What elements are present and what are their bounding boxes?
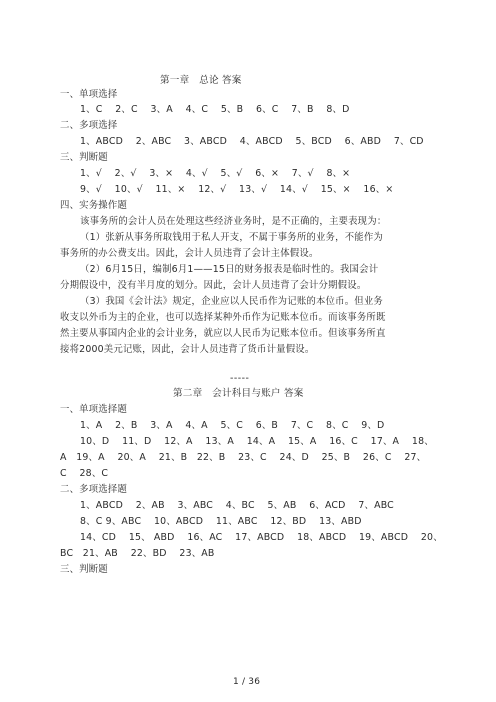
- ch1-judge-answers-line1: 1、√ 2、√ 3、× 4、√ 5、√ 6、× 7、√ 8、×: [80, 168, 351, 179]
- ch1-judge-answers-line2: 9、√ 10、√ 11、× 12、√ 13、√ 14、√ 15、× 16、×: [80, 184, 394, 195]
- page-number: 1 / 36: [233, 677, 261, 687]
- ch2-judge-heading: 三、判断题: [60, 564, 108, 575]
- ch2-multi-choice-line2: 8、C 9、ABC 10、ABCD 11、ABC 12、BD 13、ABD: [80, 516, 362, 527]
- ch1-practice-para2-line1: （2）6月15日，编制6月1——15日的财务报表是临时性的。我国会计: [80, 264, 379, 275]
- ch1-multi-choice-answers: 1、ABCD 2、ABC 3、ABCD 4、ABCD 5、BCD 6、ABD 7、CD: [80, 136, 424, 147]
- ch1-practice-para3-line3: 然主要从事国内企业的会计业务，就应以人民币为记账本位币。但该事务所直: [60, 328, 386, 339]
- ch2-single-choice-line1: 1、A 2、B 3、A 4、A 5、C 6、B 7、C 8、C 9、D: [80, 420, 385, 431]
- ch1-practice-intro: 该事务所的会计人员在处理这些经济业务时，是不正确的，主要表现为：: [80, 216, 387, 227]
- ch1-practice-para3-line4: 接将2000美元记账，因此，会计人员违背了货币计量假设。: [60, 344, 315, 355]
- ch1-practice-heading: 四、实务操作题: [60, 200, 128, 211]
- ch1-practice-para1-line2: 事务所的办公费支出。因此，会计人员违背了会计主体假设。: [60, 248, 319, 259]
- ch1-practice-para3-line2: 收支以外币为主的企业，也可以选择某种外币作为记账本位币。而该事务所既: [60, 312, 386, 323]
- ch2-single-choice-line4: C 28、C: [60, 468, 109, 479]
- ch2-multi-choice-line3: 14、CD 15、 ABD 16、AC 17、ABCD 18、ABCD 19、ABCD 20、: [80, 532, 443, 543]
- ch1-practice-para3-line1: （3）我国《会计法》规定，企业应以人民币作为记账的本位币。但业务: [80, 296, 383, 307]
- ch1-practice-para2-line2: 分期假设中，没有半月度的划分。因此，会计人员违背了会计分期假设。: [60, 280, 367, 291]
- section-separator: -----: [230, 373, 250, 384]
- ch1-practice-para1-line1: （1）张新从事务所取钱用于私人开支，不属于事务所的业务，不能作为: [80, 232, 383, 243]
- ch2-single-choice-heading: 一、单项选择题: [60, 404, 128, 415]
- chapter2-title: 第二章 会计科目与账户 答案: [173, 388, 304, 399]
- ch1-multi-choice-heading: 二、多项选择: [60, 120, 118, 131]
- ch2-multi-choice-line4: BC 21、AB 22、BD 23、AB: [60, 548, 215, 559]
- ch2-single-choice-line2: 10、D 11、D 12、A 13、A 14、A 15、A 16、C 17、A 18、: [80, 436, 434, 447]
- ch1-judge-heading: 三、判断题: [60, 152, 108, 163]
- ch2-single-choice-line3: A 19、A 20、A 21、B 22、B 23、C 24、D 25、B 26、C 27、: [60, 452, 427, 463]
- ch1-single-choice-heading: 一、单项选择: [60, 89, 118, 100]
- ch1-single-choice-answers: 1、C 2、C 3、A 4、C 5、B 6、C 7、B 8、D: [80, 104, 350, 115]
- ch2-multi-choice-heading: 二、多项选择题: [60, 484, 128, 495]
- chapter1-title: 第一章 总论 答案: [160, 75, 242, 86]
- ch2-multi-choice-line1: 1、ABCD 2、AB 3、ABC 4、BC 5、AB 6、ACD 7、ABC: [80, 500, 394, 511]
